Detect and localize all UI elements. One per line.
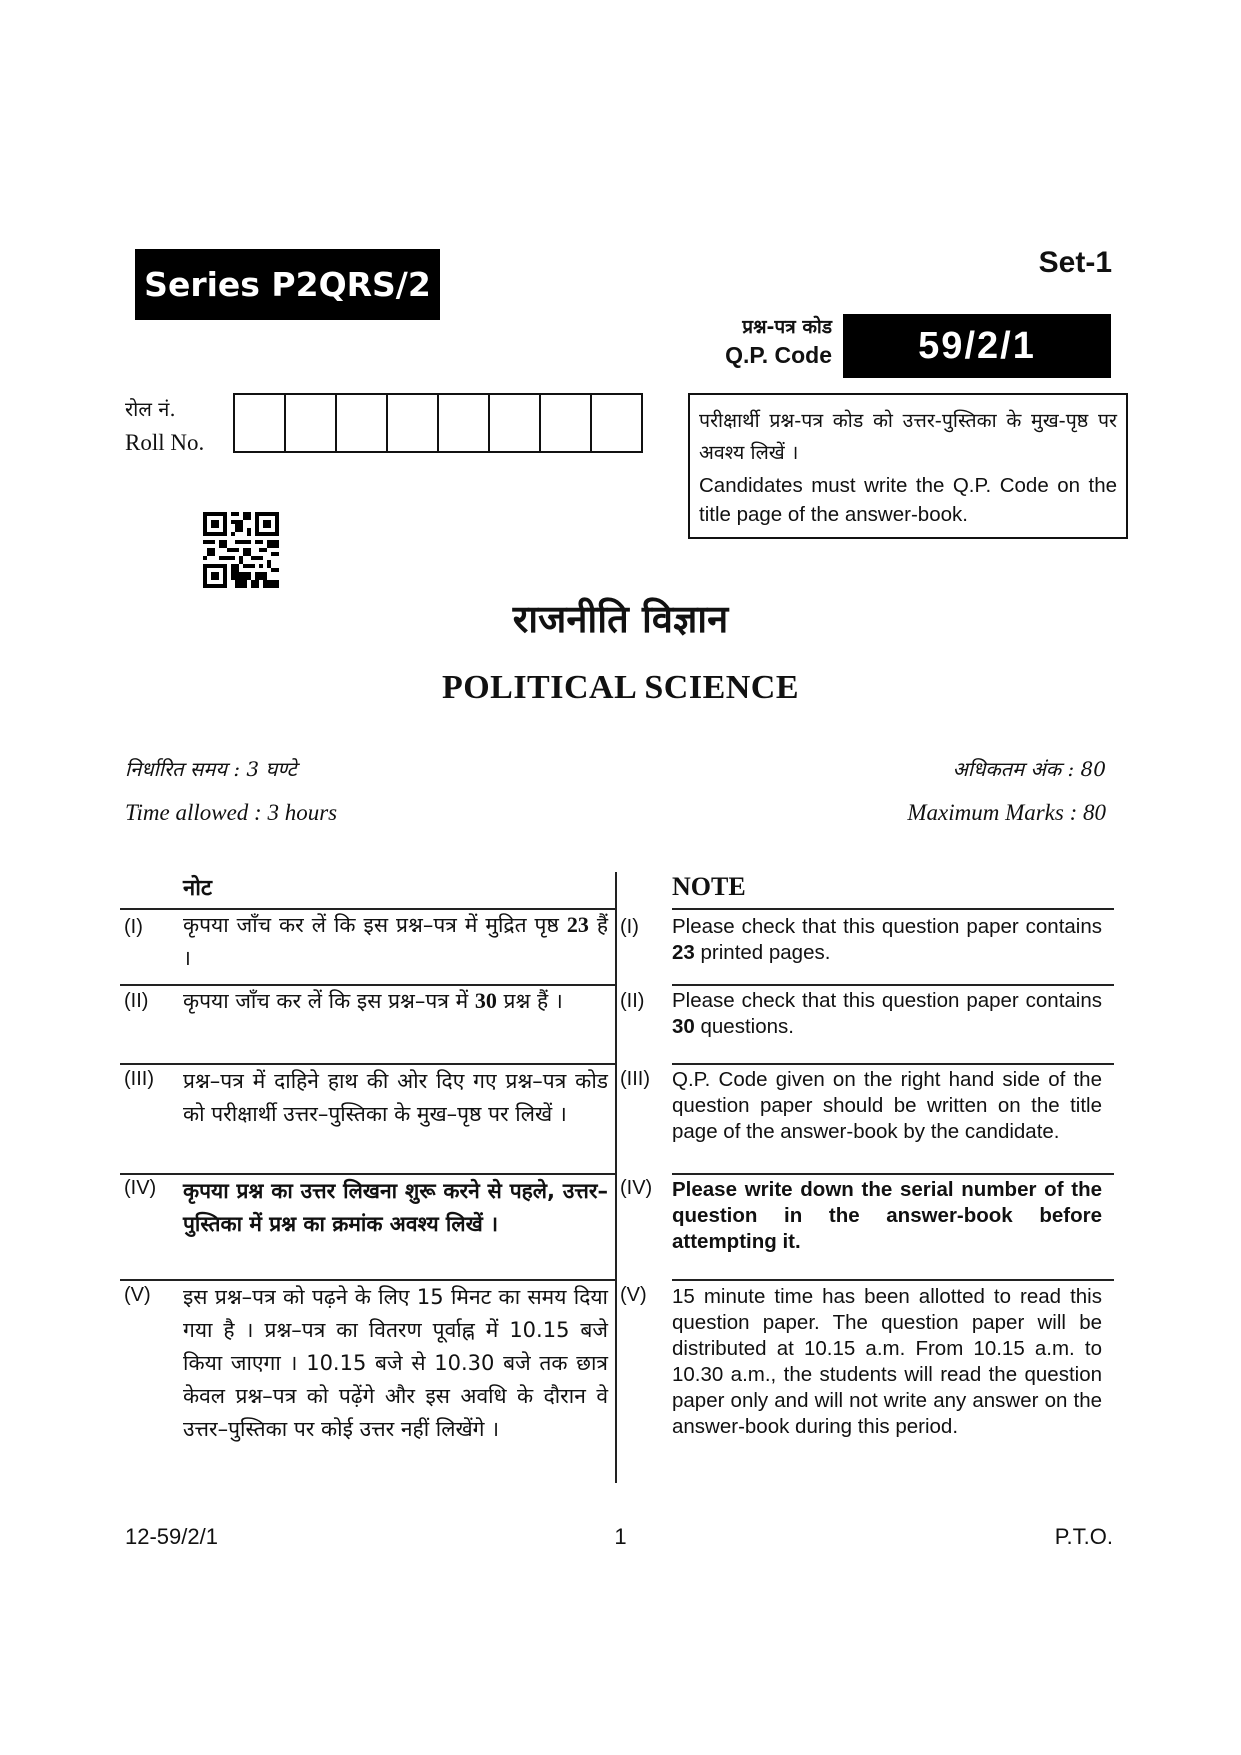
note-number: (V) bbox=[124, 1284, 151, 1306]
time-allowed-en: Time allowed : 3 hours bbox=[125, 800, 338, 825]
roll-no-digit-box[interactable] bbox=[286, 395, 337, 451]
notes-header-hi: नोट bbox=[183, 876, 212, 901]
note-text-hi: प्रश्न–पत्र में दाहिने हाथ की ओर दिए गए प्रश्न–पत्र कोड को परीक्षार्थी उत्तर–पुस्तिका के मुख–पृष्ठ पर लिखें । bbox=[183, 1069, 608, 1126]
notes-header-en: NOTE bbox=[672, 872, 746, 901]
note-text-en: Please check that this question paper contains 30 questions. bbox=[672, 989, 1102, 1038]
note-number: (III) bbox=[124, 1068, 154, 1090]
footer-page-number: 1 bbox=[614, 1524, 627, 1549]
time-allowed-hi: निर्धारित समय : 3 घण्टे bbox=[125, 757, 297, 781]
qp-code-badge: 59/2/1 bbox=[843, 314, 1111, 378]
note-text-hi: कृपया प्रश्न का उत्तर लिखना शुरू करने से पहले, उत्तर–पुस्तिका में प्रश्न का क्रमांक अवश्य लिखें । bbox=[183, 1179, 608, 1236]
note-number: (I) bbox=[124, 916, 143, 938]
note-number: (II) bbox=[124, 990, 149, 1012]
max-marks-en: Maximum Marks : 80 bbox=[907, 800, 1106, 825]
divider bbox=[672, 1173, 1114, 1175]
note-text-en: Please check that this question paper contains 23 printed pages. bbox=[672, 915, 1102, 964]
footer-paper-code: 12-59/2/1 bbox=[125, 1524, 218, 1549]
roll-no-digit-box[interactable] bbox=[388, 395, 439, 451]
roll-no-label-hi: रोल नं. bbox=[125, 397, 176, 421]
roll-no-label-en: Roll No. bbox=[125, 430, 205, 455]
note-text-en: 15 minute time has been allotted to read this question paper. The question paper will be distributed at 10.15 a.m. From 10.15 a.m. to 10.30 a.m., the students will read the question paper only and will not write any answer on the answer-book during this period. bbox=[672, 1285, 1102, 1438]
subject-title-english: POLITICAL SCIENCE bbox=[441, 669, 800, 706]
note-number: (IV) bbox=[124, 1177, 157, 1199]
qp-code-instruction-box bbox=[688, 393, 1128, 539]
divider bbox=[672, 1063, 1114, 1065]
note-number: (III) bbox=[620, 1068, 650, 1090]
qp-code-label-hi: प्रश्न-पत्र कोड bbox=[742, 316, 832, 338]
note-text-en: Q.P. Code given on the right hand side of the question paper should be written on the title page of the answer-book by the candidate. bbox=[672, 1068, 1102, 1143]
qr-code-icon bbox=[203, 512, 279, 588]
column-divider bbox=[615, 872, 617, 1483]
footer-pto: P.T.O. bbox=[1054, 1524, 1113, 1549]
roll-no-digit-box[interactable] bbox=[235, 395, 286, 451]
note-text-hi: कृपया जाँच कर लें कि इस प्रश्न–पत्र में मुद्रित पृष्ठ 23 हैं । bbox=[183, 912, 608, 970]
roll-no-digit-box[interactable] bbox=[439, 395, 490, 451]
note-number: (V) bbox=[620, 1284, 647, 1306]
roll-no-digit-box[interactable] bbox=[337, 395, 388, 451]
note-text-hi: कृपया जाँच कर लें कि इस प्रश्न–पत्र में 30 प्रश्न हैं । bbox=[183, 988, 563, 1013]
note-number: (II) bbox=[620, 990, 645, 1012]
subject-title-hindi: राजनीति विज्ञान bbox=[512, 596, 729, 641]
note-text-en: Please write down the serial number of the question in the answer-book before attempting it. bbox=[672, 1178, 1102, 1253]
qp-instruction-hi: परीक्षार्थी प्रश्न-पत्र कोड को उत्तर-पुस्तिका के मुख-पृष्ठ पर अवश्य लिखें । bbox=[699, 409, 1117, 464]
set-label: Set-1 bbox=[1038, 246, 1112, 279]
roll-no-label bbox=[125, 392, 204, 460]
divider bbox=[672, 984, 1114, 986]
note-text-hi: इस प्रश्न–पत्र को पढ़ने के लिए 15 मिनट का समय दिया गया है । प्रश्न–पत्र का वितरण पूर्वाह्न में 10.15 बजे किया जाएगा । 10.15 बजे से 10.30 बजे तक छात्र केवल प्रश्न–पत्र को पढ़ेंगे और इस अवधि के दौरान वे उत्तर–पुस्तिका पर कोई उत्तर नहीं लिखेंगे । bbox=[183, 1285, 608, 1441]
note-number: (IV) bbox=[620, 1177, 653, 1199]
roll-no-digit-box[interactable] bbox=[541, 395, 592, 451]
roll-no-digit-box[interactable] bbox=[490, 395, 541, 451]
qp-instruction-en: Candidates must write the Q.P. Code on the title page of the answer-book. bbox=[699, 474, 1117, 526]
roll-no-boxes[interactable] bbox=[233, 393, 643, 453]
divider bbox=[672, 908, 1114, 910]
note-number: (I) bbox=[620, 916, 639, 938]
max-marks-hi: अधिकतम अंक : 80 bbox=[952, 757, 1106, 781]
roll-no-digit-box[interactable] bbox=[592, 395, 641, 451]
qp-code-label-en: Q.P. Code bbox=[725, 342, 832, 368]
qp-code-label bbox=[680, 314, 832, 370]
divider bbox=[672, 1279, 1114, 1281]
series-badge: Series P2QRS/2 bbox=[135, 249, 440, 320]
